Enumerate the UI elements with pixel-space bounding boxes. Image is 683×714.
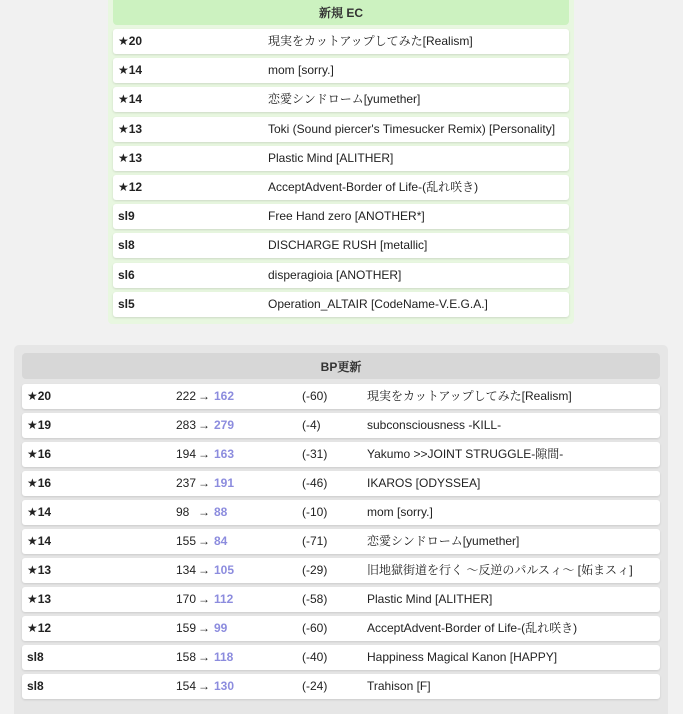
bp-level: sl8 — [27, 650, 44, 664]
bp-title: IKAROS [ODYSSEA] — [367, 476, 481, 490]
ec-title: Operation_ALTAIR [CodeName-V.E.G.A.] — [268, 296, 488, 311]
bp-old-value: 194 — [176, 447, 197, 461]
bp-panel — [14, 345, 668, 714]
bp-title: Plastic Mind [ALITHER] — [367, 592, 493, 606]
bp-diff: (-4) — [302, 418, 321, 432]
ec-title: mom [sorry.] — [268, 63, 334, 78]
ec-row — [113, 117, 569, 142]
bp-new-value: 191 — [214, 476, 235, 490]
ec-row — [113, 87, 569, 112]
bp-level: ★14 — [27, 505, 52, 519]
bp-level: ★13 — [27, 592, 52, 606]
bp-title: Happiness Magical Kanon [HAPPY] — [367, 650, 558, 664]
bp-new-value: 162 — [214, 389, 235, 403]
bp-new-value: 118 — [214, 650, 234, 664]
bp-title: Trahison [F] — [367, 679, 431, 693]
bp-old-value: 98 — [176, 505, 190, 519]
bp-old-value: 155 — [176, 534, 197, 548]
bp-arrow: → — [198, 679, 210, 693]
ec-title: 現実をカットアップしてみた[Realism] — [268, 34, 473, 48]
ec-level: sl5 — [118, 296, 135, 311]
bp-diff: (-40) — [302, 650, 328, 664]
bp-row — [22, 645, 660, 670]
bp-row — [22, 442, 660, 467]
bp-level: ★13 — [27, 563, 52, 577]
ec-level: sl6 — [118, 267, 135, 282]
ec-level: ★14 — [118, 63, 143, 78]
ec-title: Toki (Sound piercer's Timesucker Remix) [Personality] — [268, 121, 556, 136]
bp-diff: (-29) — [302, 563, 328, 577]
ec-panel — [108, 0, 574, 324]
bp-row — [22, 587, 660, 612]
bp-level: ★20 — [27, 389, 52, 403]
ec-row — [113, 175, 569, 200]
ec-level: ★12 — [118, 180, 143, 194]
bp-row — [22, 384, 660, 409]
ec-row — [113, 204, 569, 229]
ec-title: disperagioia [ANOTHER] — [268, 267, 402, 282]
bp-diff: (-46) — [302, 476, 328, 490]
bp-arrow: → — [198, 447, 210, 461]
bp-diff: (-60) — [302, 621, 328, 635]
ec-title: DISCHARGE RUSH [metallic] — [268, 238, 428, 253]
bp-header: BP更新 — [22, 353, 660, 379]
bp-arrow: → — [198, 592, 210, 606]
bp-level: ★19 — [27, 418, 52, 432]
bp-arrow: → — [198, 650, 210, 664]
bp-new-value: 105 — [214, 563, 235, 577]
bp-title: 旧地獄街道を行く 〜反逆のパルスィ〜 [妬まスィ] — [367, 563, 633, 577]
bp-level: ★12 — [27, 621, 52, 635]
ec-header: 新規 EC — [113, 0, 569, 25]
bp-row — [22, 413, 660, 438]
bp-new-value: 163 — [214, 447, 235, 461]
bp-row — [22, 558, 660, 583]
bp-row — [22, 616, 660, 641]
ec-title: Plastic Mind [ALITHER] — [268, 150, 394, 165]
bp-old-value: 134 — [176, 563, 197, 577]
bp-level: ★16 — [27, 476, 52, 490]
ec-row — [113, 292, 569, 317]
bp-row — [22, 471, 660, 496]
bp-new-value: 99 — [214, 621, 228, 635]
bp-row — [22, 500, 660, 525]
bp-diff: (-10) — [302, 505, 328, 519]
ec-level: ★13 — [118, 150, 143, 165]
bp-row — [22, 674, 660, 699]
bp-level: ★16 — [27, 447, 52, 461]
bp-arrow: → — [198, 476, 210, 490]
ec-title: Free Hand zero [ANOTHER*] — [268, 209, 425, 224]
bp-arrow: → — [198, 563, 210, 577]
bp-diff: (-60) — [302, 389, 328, 403]
bp-old-value: 159 — [176, 621, 197, 635]
bp-new-value: 84 — [214, 534, 228, 548]
bp-diff: (-24) — [302, 679, 328, 693]
bp-title: Yakumo >>JOINT STRUGGLE-隙間- — [367, 447, 564, 461]
bp-new-value: 279 — [214, 418, 235, 432]
bp-new-value: 130 — [214, 679, 235, 693]
bp-old-value: 158 — [176, 650, 197, 664]
bp-diff: (-58) — [302, 592, 328, 606]
ec-row — [113, 146, 569, 171]
bp-level: ★14 — [27, 534, 52, 548]
bp-level: sl8 — [27, 679, 44, 693]
ec-row — [113, 233, 569, 258]
ec-level: ★20 — [118, 34, 143, 48]
ec-row — [113, 58, 569, 83]
ec-title: 恋愛シンドローム[yumether] — [268, 92, 421, 107]
bp-arrow: → — [198, 418, 210, 432]
bp-old-value: 222 — [176, 389, 197, 403]
bp-old-value: 283 — [176, 418, 197, 432]
bp-title: subconsciousness -KILL- — [367, 418, 502, 432]
bp-diff: (-31) — [302, 447, 328, 461]
bp-title: 現実をカットアップしてみた[Realism] — [367, 389, 572, 403]
bp-arrow: → — [198, 389, 210, 403]
bp-diff: (-71) — [302, 534, 328, 548]
ec-title: AcceptAdvent-Border of Life-(乱れ咲き) — [268, 180, 479, 194]
bp-title: AcceptAdvent-Border of Life-(乱れ咲き) — [367, 621, 578, 635]
ec-level: sl8 — [118, 238, 135, 253]
bp-arrow: → — [198, 534, 210, 548]
bp-row — [22, 529, 660, 554]
ec-row — [113, 29, 569, 54]
bp-title: mom [sorry.] — [367, 505, 433, 519]
bp-old-value: 154 — [176, 679, 197, 693]
bp-arrow: → — [198, 621, 210, 635]
bp-old-value: 170 — [176, 592, 197, 606]
ec-level: sl9 — [118, 209, 135, 224]
bp-new-value: 112 — [214, 592, 234, 606]
bp-new-value: 88 — [214, 505, 228, 519]
ec-row — [113, 263, 569, 288]
bp-old-value: 237 — [176, 476, 197, 490]
ec-level: ★13 — [118, 121, 143, 136]
ec-level: ★14 — [118, 92, 143, 107]
bp-arrow: → — [198, 505, 210, 519]
bp-title: 恋愛シンドローム[yumether] — [367, 534, 520, 548]
